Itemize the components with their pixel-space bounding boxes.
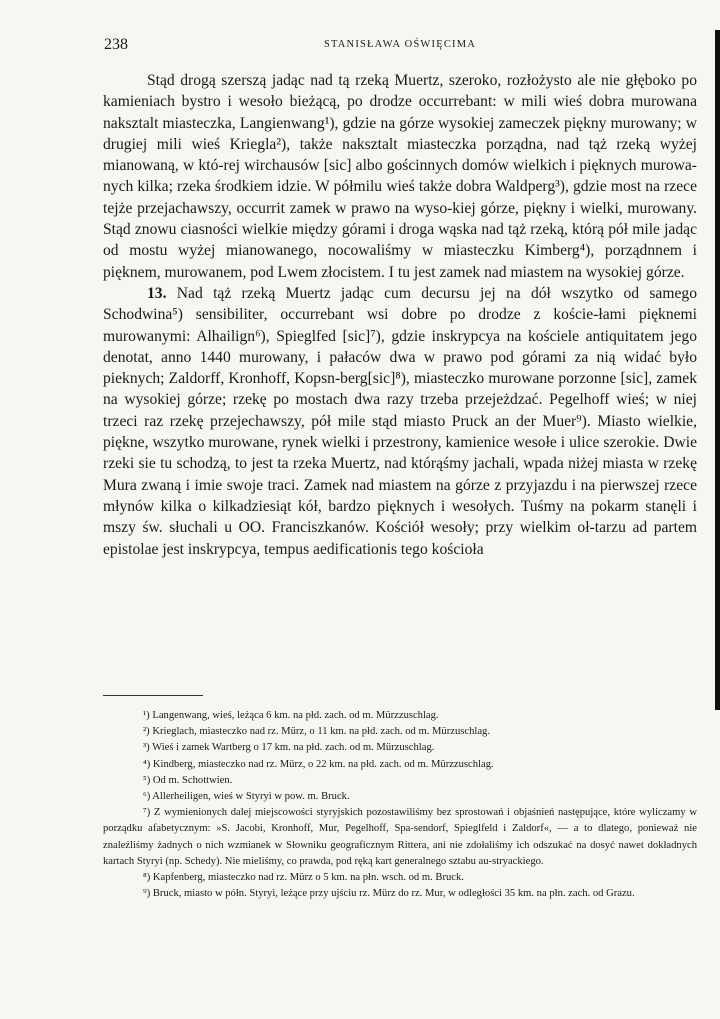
footnote: ⁸) Kapfenberg, miasteczko nad rz. Mürz o 5 km. na płn. wsch. od m. Bruck. — [143, 872, 464, 884]
footnote: ⁵) Od m. Schottwien. — [143, 774, 233, 786]
footnote-rule — [103, 695, 203, 696]
footnote: ³) Wieś i zamek Wartberg o 17 km. na płd. zach. od m. Mürzuschlag. — [143, 742, 435, 754]
paragraph-text: Nad tąż rzeką Muertz jadąc cum decursu jej na dół wszytko od samego Schodwina⁵) sensibiliter, occurrebant wsi dobre po drodze z koście-łami pięknemi murowanymi: Alhailign⁶), Spieglfed [sic]⁷), gdzie inskrypcya na kościele antiquitatem jego denotat, anno 1440 murowany, i pałaców dwa w prawo pod górami za nią widać było pieknych; Zaldorff, Kronhoff, Kopsn-berg[sic]⁸), miasteczko murowane porzonne [sic], zamek na wysokiej górze; rzekę po mostach dwa razy trzeba przejeżdzać. Pegelhoff wieś; w niej trzeci raz rzekę przejechawszy, pół mile stąd miasto Pruck an der Muer⁹). Miasto wielkie, piękne, wszytko murowane, rynek wielki i przestrony, kamienice wesołe i ulice szerokie. Dwie rzeki sie tu schodzą, to jest ta rzeka Muertz, nad którąśmy jachali, wpada niżej miasta w rzekę Mura zwaną i imie swoje traci. Zamek nad miastem na górze z przyjazdu i na pierwszej rzece młynów kilka o kilkadziesiąt kół, bardzo pięknych i wesołych. Tuśmy na pokarm stanęli i mszy św. słuchali u OO. Franciszkanów. Kościół wesoły; przy wielkim oł-tarzu ad partem epistolae jest inskrypcya, tempus aedificationis tego kościoła — [103, 284, 697, 558]
footnote: ⁶) Allerheiligen, wieś w Styryi w pow. m. Bruck. — [143, 791, 350, 803]
footnote: ⁴) Kindberg, miasteczko nad rz. Mürz, o 22 km. na płd. zach. od m. Mürzzuschlag. — [143, 758, 494, 770]
page-header — [104, 36, 696, 58]
page-edge — [715, 30, 720, 710]
page-number: 238 — [104, 36, 128, 53]
footnote: ⁹) Bruck, miasto w półn. Styryi, leżące przy ujściu rz. Mürz do rz. Mur, w odległości 35 km. na płn. zach. od Grazu. — [143, 888, 635, 900]
running-title: STANISŁAWA OŚWIĘCIMA — [323, 39, 477, 50]
footnote: ⁷) Z wymienionych dalej miejscowości styryjskich pozostawiliśmy bez sprostowań i objaśnień następujące, które wyliczamy w porządku afabetycznym: »S. Jacobi, Kronhoff, Mur, Pegelhoff, Spa-sendorf, Spieglfeld i Zaldorf«, — a to dlatego, ponieważ nie znaleźliśmy żadnych o nich wzmianek w Słowniku geograficznym Rittera, ani nie zdołaliśmy ich odszukać na dosyć nawet dokładnych kartach Styryi (np. Schedy). Nie mieliśmy, co prawda, pod ręką kart generalnego sztabu au-stryackiego. — [103, 807, 697, 867]
footnote: ¹) Langenwang, wieś, leżąca 6 km. na płd. zach. od m. Mürzzuschlag. — [143, 710, 439, 721]
paragraph — [103, 70, 697, 283]
footnote: ²) Krieglach, miasteczko nad rz. Mürz, o 11 km. na płd. zach. od m. Mürzuschlag. — [143, 726, 490, 738]
footnotes — [103, 708, 697, 902]
main-text — [103, 70, 697, 560]
paragraph — [103, 283, 697, 560]
paragraph-text: Stąd drogą szerszą jadąc nad tą rzeką Muertz, szeroko, rozłożysto ale nie głęboko po kamieniach bystro i wesoło bieżącą, po drodze occurrebant: w mili wieś dobra murowana naksztalt miasteczka, Langienwang¹), gdzie na górze wysokiej zameczek piękny murowany; w drugiej mili wieś Kriegla²), także naksztalt miasteczka porządna, nad tąż rzeką wyżej mianowaną, w któ-rej wirchausów [sic] albo gościnnych domów wielkich i pięknych murowa-nych kilka; rzeka środkiem idzie. W półmilu wieś także dobra Waldperg³), gdzie most na rzece tejże przejachawszy, occurrit zamek w prawo na wyso-kiej górze, piękny i wielki, murowany. Stąd znowu ciasności wielkie między górami i droga wąska nad tąż rzeką, którą pół mile jadąc od mostu wyżej mianowanego, nocowaliśmy w miasteczku Kimberg⁴), porządnnem i pięknem, murowanem, pod Lwem złocistem. I tu jest zamek nad miastem na wysokiej górze. — [103, 72, 697, 281]
section-number: 13. — [147, 284, 167, 302]
